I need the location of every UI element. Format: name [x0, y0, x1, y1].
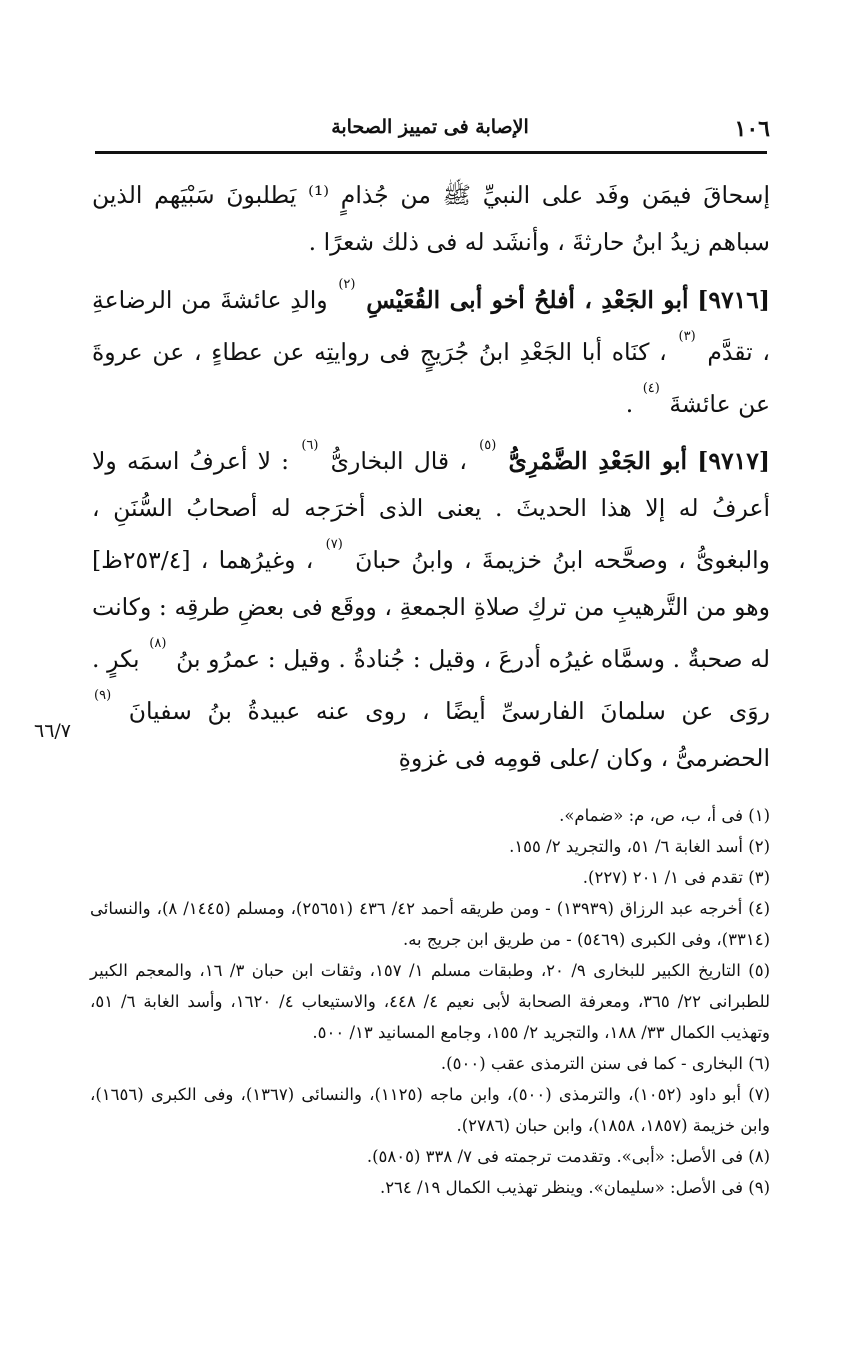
footnote-ref: (٦)	[301, 438, 319, 454]
main-text	[92, 172, 770, 782]
header-rule	[95, 151, 767, 154]
entry-name: أبو الجَعْدِ ، أفلحُ أخو أبى القُعَيْسِ	[366, 285, 689, 314]
footnote-9: (٩) فى الأصل: «سليمان». وينظر تهذيب الكمال ١٩/ ٢٦٤.	[379, 1178, 770, 1197]
footnote-ref: (٣)	[678, 328, 696, 344]
footnote-ref: (٧)	[325, 537, 343, 553]
footnote-ref: (٨)	[149, 636, 167, 652]
footnote-6: (٦) البخارى - كما فى سنن الترمذى عقب (٥٠٠).	[440, 1054, 770, 1073]
entry-text: ، كنَاه أبا الجَعْدِ ابنُ جُرَيجٍ فى روايتِه عن عطاءٍ ، عن عروةَ عن عائشةَ	[92, 337, 770, 418]
footnote-4: (٤) أخرجه عبد الرزاق (١٣٩٣٩) - ومن طريقه أحمد ٤٢/ ٤٣٦ (٢٥٦٥١)، ومسلم (١٤٤٥/ ٨)، والنسائى (٣٣١٤)، وفى الكبرى (٥٤٦٩) - من طريق ابن جريج به.	[90, 899, 771, 949]
entry-number: [٩٧١٦]	[697, 285, 770, 314]
entry-text: الحضرمىُّ ، وكان /على قومِه فى غزوةِ	[398, 743, 770, 772]
entry-9716	[92, 272, 770, 427]
entry-text: والدِ عائشةَ من الرضاعةِ ، تقدَّم	[92, 285, 770, 366]
entry-name: أبو الجَعْدِ الضَّمْرِىُّ	[508, 447, 688, 476]
footnote-8: (٨) فى الأصل: «أبى». وتقدمت ترجمته فى ٧/ ٣٣٨ (٥٨٠٥).	[366, 1147, 770, 1166]
entry-text: : لا أعرفُ اسمَه ولا أعرفُ له إلا هذا الحديثَ . يعنى الذى أخرَجه له أصحابُ السُّنَنِ ، والبغوىُّ ، وصحَّحه ابنُ خزيمةَ ، وابنُ حبانَ	[92, 447, 770, 575]
running-title: الإصابة فى تمييز الصحابة	[331, 116, 529, 138]
paragraph-continuation: إسحاقَ فيمَن وفَد على النبيِّ ﷺ من جُذامٍ ⁽¹⁾ يَطلبونَ سَبْيَهم الذين سباهم زيدُ ابنُ حارثةَ ، وأنشَد له فى ذلك شعرًا .	[92, 181, 770, 256]
footnote-ref: (٢)	[338, 277, 356, 292]
footnote-ref: (٩)	[94, 687, 112, 703]
page-header	[90, 108, 770, 148]
footnote-ref: (٥)	[479, 438, 497, 454]
footnote-7: (٧) أبو داود (١٠٥٢)، والترمذى (٥٠٠)، وابن ماجه (١١٢٥)، والنسائى (١٣٦٧)، وفى الكبرى (١٦٥٦)، وابن خزيمة (١٨٥٧، ١٨٥٨)، وابن حبان (٢٧٨٦).	[90, 1085, 770, 1135]
margin-note: ٦٦/٧	[34, 720, 72, 742]
footnote-2: (٢) أسد الغابة ٦/ ٥١، والتجريد ٢/ ١٥٥.	[509, 837, 770, 856]
footnote-3: (٣) تقدم فى ١/ ٢٠١ (٢٢٧).	[582, 868, 770, 887]
entry-text: بكرٍ . روَى عن سلمانَ الفارسىِّ أيضًا ، روى عنه عبيدةُ بنُ سفيانَ	[92, 644, 770, 725]
footnote-1: (١) فى أ، ب، ص، م: «ضمام».	[559, 806, 770, 825]
footnote-ref: (٤)	[642, 380, 660, 396]
page-number: ١٠٦	[734, 116, 770, 142]
entry-number: [٩٧١٧]	[697, 447, 770, 476]
footnotes	[90, 800, 770, 1203]
entry-text: ، وغيرُهما ، [٢٥٣/٤ظ] وهو من التَّرهيبِ من تركِ صلاةِ الجمعةِ ، ووقَع فى بعضِ طرقِه : وكانت له صحبةٌ . وسمَّاه غيرُه أدرعَ ، وقيل : جُنادةُ . وقيل : عمرُو بنُ	[92, 546, 770, 673]
footnote-5: (٥) التاريخ الكبير للبخارى ٩/ ٢٠، وطبقات مسلم ١/ ١٥٧، وثقات ابن حبان ٣/ ١٦، والمعجم الكبير للطبرانى ٢٢/ ٣٦٥، ومعرفة الصحابة لأبى نعيم ٤/ ٤٤٨، والاستيعاب ٤/ ١٦٢٠، وأسد الغابة ٦/ ٥١، وتهذيب الكمال ٣٣/ ١٨٨، والتجريد ٢/ ١٥٥، وجامع المسانيد ١٣/ ٥٠٠.	[90, 961, 771, 1042]
entry-text: .	[625, 389, 634, 418]
entry-9717	[92, 433, 770, 781]
entry-text: ، قال البخارىُّ	[330, 447, 467, 476]
